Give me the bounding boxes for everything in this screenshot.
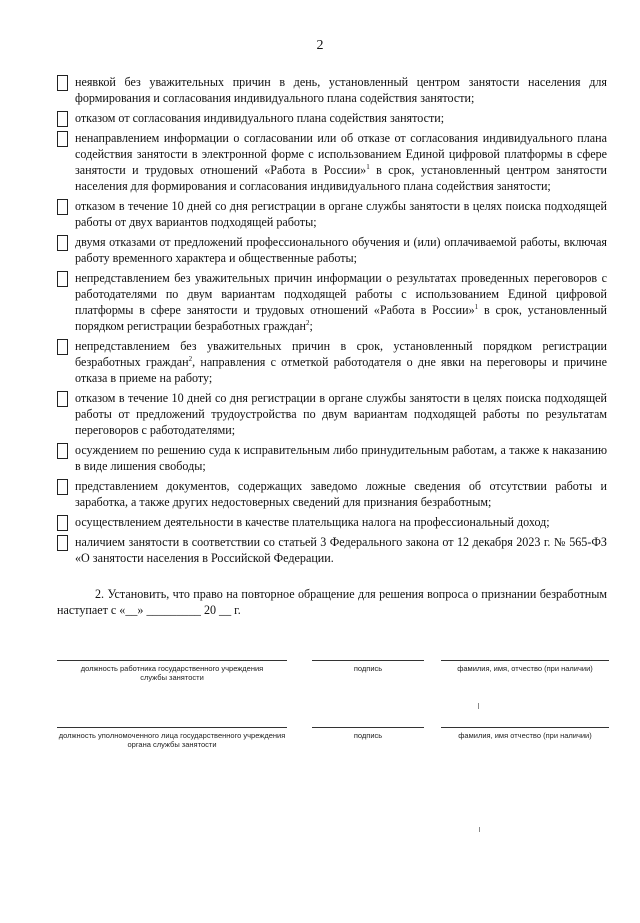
list-item bbox=[57, 442, 607, 474]
signature-caption: подпись bbox=[353, 731, 383, 740]
signature-line[interactable] bbox=[312, 727, 424, 728]
footnote-ref: 2 bbox=[188, 354, 193, 363]
footnote-ref: 1 bbox=[474, 302, 479, 311]
position-caption: должность работника государственного учреждения службы занятости bbox=[80, 664, 264, 682]
reasons-list bbox=[57, 74, 607, 570]
checkbox[interactable] bbox=[57, 75, 68, 91]
scan-mark bbox=[479, 827, 480, 832]
list-item bbox=[57, 110, 607, 126]
item-text: представлением документов, содержащих заведомо ложные сведения об отсутствии работы и заработка, а также других недостоверных сведений для признания безработным; bbox=[75, 479, 607, 509]
signature-caption: подпись bbox=[353, 664, 383, 673]
checkbox[interactable] bbox=[57, 111, 68, 127]
item-text: отказом от согласования индивидуального плана содействия занятости; bbox=[75, 111, 445, 125]
checkbox[interactable] bbox=[57, 199, 68, 215]
footnote-ref: 2 bbox=[305, 318, 310, 327]
item-text: ненаправлением информации о согласовании или об отказе от согласования индивидуального плана содействия занятости в электронной форме с использованием Единой цифровой платформы в сфере занятости и трудовых отношений «Работа в России» bbox=[75, 131, 607, 177]
signature-line[interactable] bbox=[312, 660, 424, 661]
position-caption: должность уполномоченного лица государственного учреждения органа службы занятости bbox=[58, 731, 286, 749]
checkbox[interactable] bbox=[57, 535, 68, 551]
name-line[interactable] bbox=[441, 727, 609, 728]
item-text: наличием занятости в соответствии со статьей 3 Федерального закона от 12 декабря 2023 г. № 565-ФЗ «О занятости населения в Российской Федерации. bbox=[75, 535, 607, 565]
name-caption: фамилия, имя отчество (при наличии) bbox=[458, 731, 592, 740]
list-item bbox=[57, 234, 607, 266]
item-text: неявкой без уважительных причин в день, установленный центром занятости населения для формирования и согласования индивидуального плана содействия занятости; bbox=[75, 75, 607, 105]
checkbox[interactable] bbox=[57, 479, 68, 495]
checkbox[interactable] bbox=[57, 443, 68, 459]
name-line[interactable] bbox=[441, 660, 609, 661]
name-caption: фамилия, имя, отчество (при наличии) bbox=[457, 664, 593, 673]
item-text: , направления с отметкой работодателя о дне явки на переговоры и причине отказа в приеме на работу; bbox=[75, 355, 607, 385]
item-text: ; bbox=[309, 319, 313, 333]
checkbox[interactable] bbox=[57, 391, 68, 407]
list-item bbox=[57, 270, 607, 334]
item-text: двумя отказами от предложений профессионального обучения и (или) оплачиваемой работы, включая работу временного характера и общественные работы; bbox=[75, 235, 607, 265]
list-item bbox=[57, 338, 607, 386]
item-text: в срок, установленный порядком регистрации безработных граждан bbox=[75, 303, 607, 333]
list-item bbox=[57, 478, 607, 510]
checkbox[interactable] bbox=[57, 235, 68, 251]
item-text: осуществлением деятельности в качестве плательщика налога на профессиональный доход; bbox=[75, 515, 550, 529]
list-item bbox=[57, 74, 607, 106]
scan-mark bbox=[478, 703, 479, 709]
checkbox[interactable] bbox=[57, 271, 68, 287]
list-item bbox=[57, 390, 607, 438]
item-text: отказом в течение 10 дней со дня регистрации в органе службы занятости в целях поиска подходящей работы от двух вариантов подходящей работы; bbox=[75, 199, 607, 229]
item-text: отказом в течение 10 дней со дня регистрации в органе службы занятости в целях поиска подходящей работы от предложений трудоустройства по двум вариантам подходящей работы по результатам переговоров с работодателями; bbox=[75, 391, 607, 437]
page-number: 2 bbox=[316, 38, 324, 53]
position-line[interactable] bbox=[57, 660, 287, 661]
list-item bbox=[57, 514, 607, 530]
checkbox[interactable] bbox=[57, 131, 68, 147]
list-item bbox=[57, 130, 607, 194]
checkbox[interactable] bbox=[57, 339, 68, 355]
list-item bbox=[57, 534, 607, 566]
position-line[interactable] bbox=[57, 727, 287, 728]
item-text: непредставлением без уважительных причин в срок, установленный порядком регистрации безработных граждан bbox=[75, 339, 607, 369]
footnote-ref: 1 bbox=[366, 162, 370, 171]
item-text: в срок, установленный центром занятости населения для формирования и согласования индивидуального плана содействия занятости; bbox=[75, 163, 607, 193]
paragraph-2: 2. Установить, что право на повторное обращение для решения вопроса о признании безработным наступает с «__» _________ 20 __ г. bbox=[57, 587, 607, 617]
item-text: непредставлением без уважительных причин информации о результатах проведенных переговоров с работодателями по двум вариантам подходящей работы с использованием Единой цифровой платформы в сфере занятости и трудовых отношений «Работа в России» bbox=[75, 271, 607, 317]
checkbox[interactable] bbox=[57, 515, 68, 531]
item-text: осуждением по решению суда к исправительным либо принудительным работам, а также к наказанию в виде лишения свободы; bbox=[75, 443, 607, 473]
list-item bbox=[57, 198, 607, 230]
